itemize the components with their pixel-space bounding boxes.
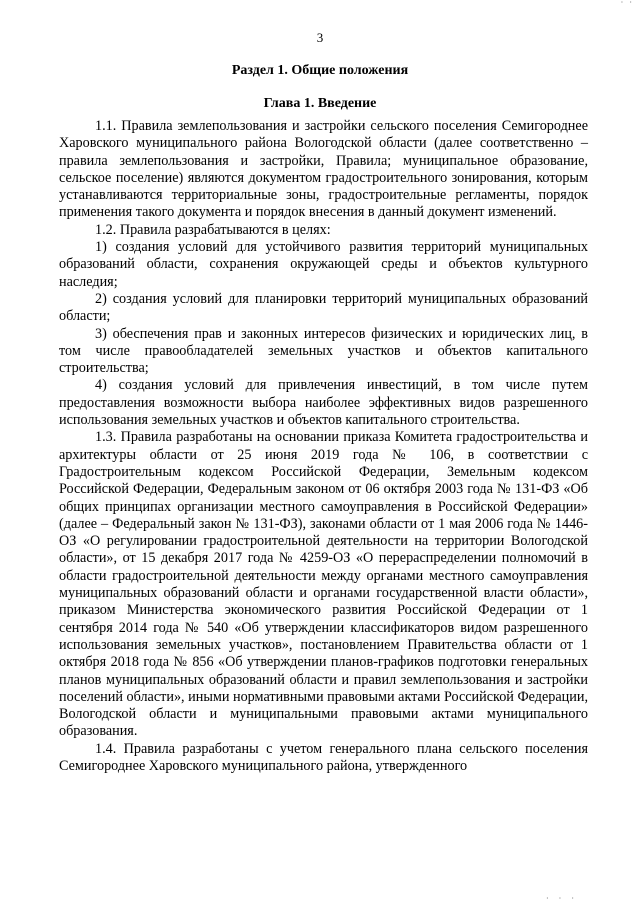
corner-mark: · · [620, 0, 634, 7]
body-text [59, 118, 588, 775]
paragraph-goal-2: 2) создания условий для планировки территорий муниципальных образований области; [59, 290, 588, 325]
chapter-title: Глава 1. Введение [263, 96, 377, 111]
footer-mark: · · · [546, 894, 578, 903]
page-number: 3 [316, 30, 324, 45]
paragraph-goal-1: 1) создания условий для устойчивого развития территорий муниципальных образований области, сохранения окружающей среды и объектов культурного наследия; [59, 239, 588, 290]
paragraph-goal-4: 4) создания условий для привлечения инвестиций, в том числе путем предоставления возможности выбора наиболее эффективных видов разрешенного использования земельных участков и объектов капитального строительства. [59, 377, 588, 429]
paragraph-goal-3: 3) обеспечения прав и законных интересов физических и юридических лиц, в том числе правообладателей земельных участков и объектов капитального строительства; [59, 325, 588, 377]
paragraph-1-1: 1.1. Правила землепользования и застройки сельского поселения Семигороднее Харовского муниципального района Вологодской области (далее соответственно – правила землепользования и застройки, Правила; муниципальное образование, сельское поселение) являются документом градостроительного зонирования, которым устанавливаются территориальные зоны, градостроительные регламенты, порядок применения такого документа и порядок внесения в данный документ изменений. [59, 118, 588, 221]
paragraph-1-4: 1.4. Правила разработаны с учетом генерального плана сельского поселения Семигороднее Харовского муниципального района, утвержденного [59, 740, 588, 774]
section-title: Раздел 1. Общие положения [231, 63, 409, 78]
paragraph-1-2: 1.2. Правила разрабатываются в целях: [95, 221, 331, 238]
paragraph-1-3: 1.3. Правила разработаны на основании приказа Комитета градостроительства и архитектуры области от 25 июня 2019 года № 106, в соответствии с Градостроительным кодексом Российской Федерации, Земельным кодексом Российской Федерации, Федеральным законом от 06 октября 2003 года № 131-ФЗ «Об общих принципах организации местного самоуправления в Российской Федерации» (далее – Федеральный закон № 131-ФЗ), законами области от 1 мая 2006 года № 1446-ОЗ «О регулировании градостроительной деятельности на территории Вологодской области», от 15 декабря 2017 года № 4259-ОЗ «О перераспределении полномочий в области градостроительной деятельности между органами местного самоуправления муниципальных образований области и органами государственной власти области», приказом Министерства экономического развития Российской Федерации от 1 сентября 2014 года № 540 «Об утверждении классификаторов видом разрешенного использования земельных участков», постановлением Правительства области от 1 октября 2018 года № 856 «Об утверждении планов-графиков подготовки генеральных планов муниципальных образований области и правил землепользования и застройки поселений области», иными нормативными правовыми актами Российской Федерации, Вологодской области и муниципальными правовыми актами муниципального образования. [59, 429, 588, 740]
